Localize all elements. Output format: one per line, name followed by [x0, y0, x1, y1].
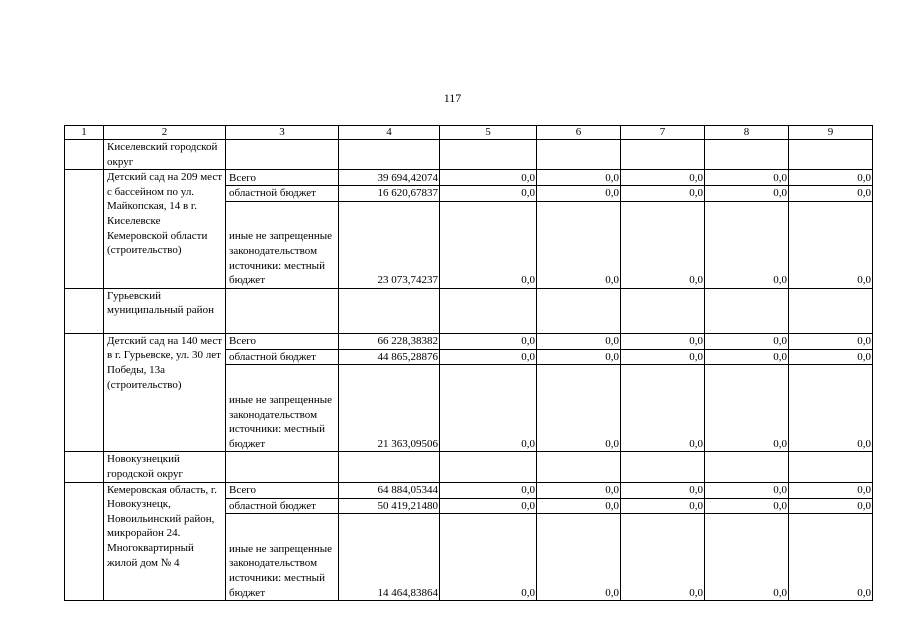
year-value: 0,0 — [537, 514, 621, 601]
funding-row — [65, 482, 873, 498]
year-value: 0,0 — [621, 498, 705, 514]
empty-cell — [537, 452, 621, 482]
funding-source: областной бюджет — [226, 498, 339, 514]
amount-value: 64 884,05344 — [339, 482, 440, 498]
year-value: 0,0 — [537, 482, 621, 498]
empty-cell — [226, 140, 339, 170]
empty-cell — [621, 288, 705, 333]
empty-cell — [226, 288, 339, 333]
year-value: 0,0 — [705, 170, 789, 186]
municipality-name: Гурьевский муниципальный район — [104, 288, 226, 333]
amount-value: 50 419,21480 — [339, 498, 440, 514]
year-value: 0,0 — [440, 498, 537, 514]
empty-cell — [339, 452, 440, 482]
year-value: 0,0 — [789, 333, 873, 349]
column-number: 8 — [705, 126, 789, 140]
year-value: 0,0 — [621, 201, 705, 288]
year-value: 0,0 — [789, 514, 873, 601]
amount-value: 14 464,83864 — [339, 514, 440, 601]
column-number: 4 — [339, 126, 440, 140]
empty-cell — [537, 140, 621, 170]
empty-cell — [65, 482, 104, 601]
empty-cell — [789, 288, 873, 333]
empty-cell — [65, 170, 104, 289]
municipality-row — [65, 140, 873, 170]
empty-cell — [65, 140, 104, 170]
empty-cell — [537, 288, 621, 333]
year-value: 0,0 — [705, 498, 789, 514]
year-value: 0,0 — [440, 333, 537, 349]
funding-row — [65, 333, 873, 349]
year-value: 0,0 — [440, 365, 537, 452]
year-value: 0,0 — [537, 333, 621, 349]
empty-cell — [339, 288, 440, 333]
object-name: Детский сад на 209 мест с бассейном по ул. Майкопская, 14 в г. Киселевске Кемеровской области (строительство) — [104, 170, 226, 289]
amount-value: 66 228,38382 — [339, 333, 440, 349]
table-body — [65, 126, 873, 601]
year-value: 0,0 — [705, 349, 789, 365]
municipality-name: Новокузнецкий городской округ — [104, 452, 226, 482]
funding-row — [65, 170, 873, 186]
amount-value: 16 620,67837 — [339, 186, 440, 202]
column-number: 6 — [537, 126, 621, 140]
column-number: 2 — [104, 126, 226, 140]
empty-cell — [789, 452, 873, 482]
year-value: 0,0 — [537, 186, 621, 202]
empty-cell — [621, 140, 705, 170]
year-value: 0,0 — [440, 349, 537, 365]
empty-cell — [789, 140, 873, 170]
funding-source: Всего — [226, 482, 339, 498]
amount-value: 23 073,74237 — [339, 201, 440, 288]
year-value: 0,0 — [537, 365, 621, 452]
year-value: 0,0 — [537, 349, 621, 365]
year-value: 0,0 — [789, 498, 873, 514]
object-name: Детский сад на 140 мест в г. Гурьевске, ул. 30 лет Победы, 13а (строительство) — [104, 333, 226, 452]
funding-source: Всего — [226, 170, 339, 186]
funding-source: областной бюджет — [226, 186, 339, 202]
year-value: 0,0 — [789, 186, 873, 202]
municipality-row — [65, 288, 873, 333]
year-value: 0,0 — [705, 186, 789, 202]
column-number: 5 — [440, 126, 537, 140]
year-value: 0,0 — [789, 349, 873, 365]
column-number: 7 — [621, 126, 705, 140]
empty-cell — [65, 452, 104, 482]
year-value: 0,0 — [440, 170, 537, 186]
empty-cell — [705, 452, 789, 482]
funding-source: Всего — [226, 333, 339, 349]
year-value: 0,0 — [705, 482, 789, 498]
empty-cell — [226, 452, 339, 482]
empty-cell — [621, 452, 705, 482]
empty-cell — [339, 140, 440, 170]
empty-cell — [705, 140, 789, 170]
empty-cell — [705, 288, 789, 333]
page-number: 117 — [443, 91, 462, 105]
year-value: 0,0 — [537, 201, 621, 288]
funding-source: областной бюджет — [226, 349, 339, 365]
year-value: 0,0 — [621, 514, 705, 601]
year-value: 0,0 — [440, 514, 537, 601]
municipality-row — [65, 452, 873, 482]
year-value: 0,0 — [789, 201, 873, 288]
year-value: 0,0 — [621, 170, 705, 186]
empty-cell — [440, 288, 537, 333]
year-value: 0,0 — [440, 201, 537, 288]
year-value: 0,0 — [621, 186, 705, 202]
municipality-name: Киселевский городской округ — [104, 140, 226, 170]
year-value: 0,0 — [789, 365, 873, 452]
year-value: 0,0 — [789, 482, 873, 498]
year-value: 0,0 — [537, 498, 621, 514]
funding-source: иные не запрещенные законодательством источники: местный бюджет — [226, 201, 339, 288]
funding-source: иные не запрещенные законодательством источники: местный бюджет — [226, 514, 339, 601]
column-number: 3 — [226, 126, 339, 140]
year-value: 0,0 — [440, 186, 537, 202]
amount-value: 21 363,09506 — [339, 365, 440, 452]
amount-value: 44 865,28876 — [339, 349, 440, 365]
year-value: 0,0 — [705, 365, 789, 452]
funding-source: иные не запрещенные законодательством источники: местный бюджет — [226, 365, 339, 452]
year-value: 0,0 — [705, 201, 789, 288]
amount-value: 39 694,42074 — [339, 170, 440, 186]
year-value: 0,0 — [621, 349, 705, 365]
column-number-row — [65, 126, 873, 140]
year-value: 0,0 — [440, 482, 537, 498]
year-value: 0,0 — [537, 170, 621, 186]
year-value: 0,0 — [705, 333, 789, 349]
budget-table — [64, 125, 873, 601]
empty-cell — [440, 140, 537, 170]
year-value: 0,0 — [621, 365, 705, 452]
year-value: 0,0 — [621, 333, 705, 349]
object-name: Кемеровская область, г. Новокузнецк, Новоильинский район, микрорайон 24. Многоквартирный жилой дом № 4 — [104, 482, 226, 601]
column-number: 9 — [789, 126, 873, 140]
column-number: 1 — [65, 126, 104, 140]
year-value: 0,0 — [705, 514, 789, 601]
empty-cell — [440, 452, 537, 482]
year-value: 0,0 — [789, 170, 873, 186]
empty-cell — [65, 288, 104, 333]
year-value: 0,0 — [621, 482, 705, 498]
empty-cell — [65, 333, 104, 452]
